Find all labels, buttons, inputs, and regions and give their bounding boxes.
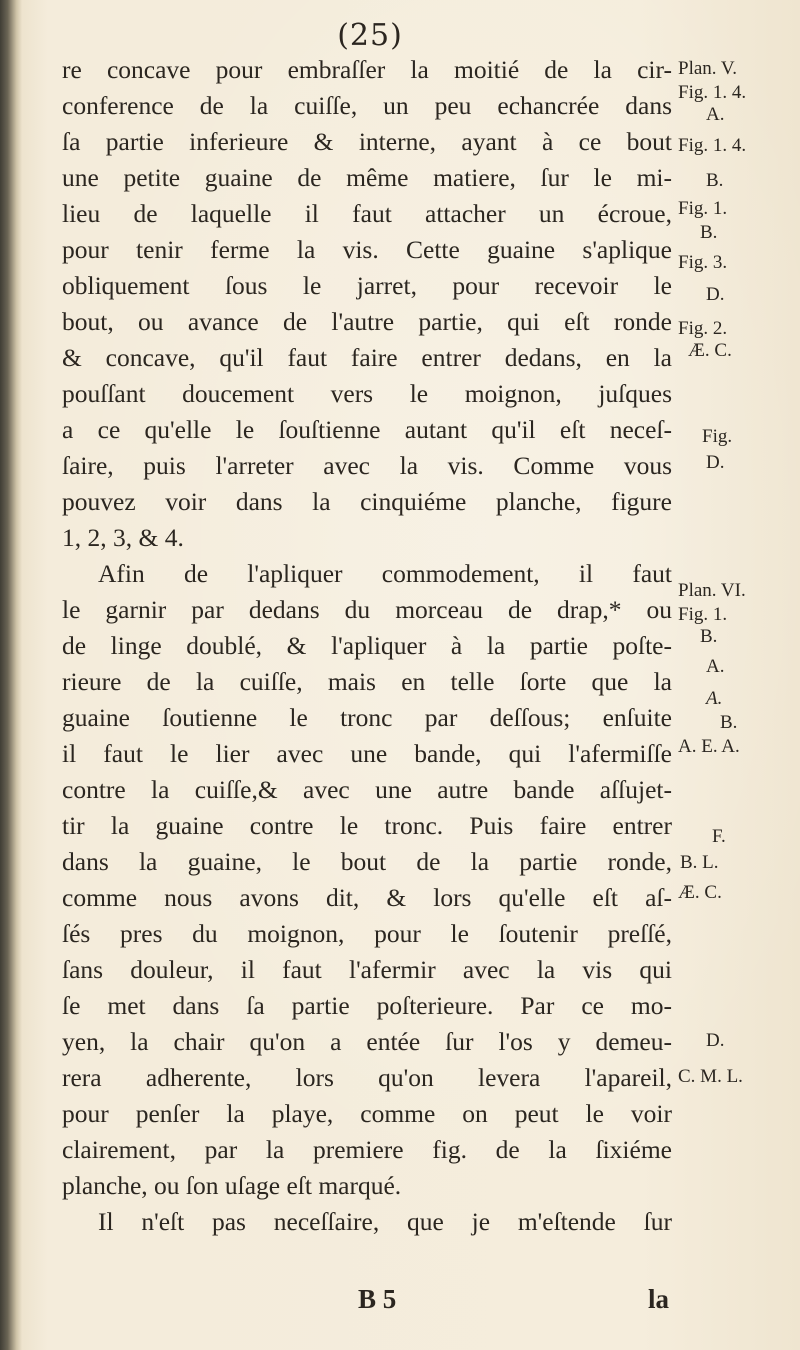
- text-line: ſaire, puis l'arreter avec la vis. Comme vous: [62, 451, 672, 480]
- text-line: le garnir par dedans du morceau de drap,* ou: [62, 595, 672, 624]
- margin-note: A. E. A.: [678, 736, 740, 757]
- text-line: planche, ou ſon uſage eſt marqué.: [62, 1171, 402, 1200]
- signature-mark: B 5: [358, 1284, 397, 1314]
- margin-note: Fig. 1.: [678, 604, 728, 625]
- text-line: yen, la chair qu'on a entée ſur l'os y demeu-: [62, 1027, 672, 1056]
- margin-note: Plan. V.: [678, 58, 737, 79]
- text-line: & concave, qu'il faut faire entrer dedans, en la: [62, 343, 672, 372]
- text-line: re concave pour embraſſer la moitié de la cir-: [62, 55, 672, 84]
- margin-note: A.: [706, 688, 723, 709]
- margin-note: A.: [706, 104, 725, 125]
- margin-note: Fig. 1.: [678, 198, 728, 219]
- text-line: bout, ou avance de l'autre partie, qui eſt ronde: [62, 307, 672, 336]
- text-line: pouvez voir dans la cinquiéme planche, figure: [62, 487, 672, 516]
- text-line: guaine ſoutienne le tronc par deſſous; enſuite: [62, 703, 672, 732]
- margin-note: Fig. 1. 4.: [678, 135, 747, 156]
- text-line: ſe met dans ſa partie poſterieure. Par ce mo-: [62, 991, 672, 1020]
- text-line: 1, 2, 3, & 4.: [62, 523, 184, 552]
- text-line: comme nous avons dit, & lors qu'elle eſt aſ-: [62, 883, 672, 912]
- paragraph-start-line: Afin de l'apliquer commodement, il faut: [98, 559, 672, 588]
- page-number-header: (25): [337, 18, 403, 53]
- text-line: obliquement ſous le jarret, pour recevoir le: [62, 271, 672, 300]
- text-line: tir la guaine contre le tronc. Puis faire entrer: [62, 811, 672, 840]
- margin-note: D.: [706, 452, 725, 473]
- margin-note: Plan. VI.: [678, 580, 746, 601]
- margin-note: A.: [706, 656, 725, 677]
- margin-note: D.: [706, 1030, 725, 1051]
- text-line: clairement, par la premiere fig. de la ſixiéme: [62, 1135, 672, 1164]
- text-line: contre la cuiſſe,& avec une autre bande aſſujet-: [62, 775, 672, 804]
- paragraph-start-line: Il n'eſt pas neceſſaire, que je m'eſtende ſur: [98, 1207, 672, 1236]
- text-line: il faut le lier avec une bande, qui l'afermiſſe: [62, 739, 672, 768]
- text-line: pouſſant doucement vers le moignon, juſques: [62, 379, 672, 408]
- margin-note: D.: [706, 284, 725, 305]
- margin-note: B.: [720, 712, 738, 733]
- text-line: ſans douleur, il faut l'afermir avec la vis qui: [62, 955, 672, 984]
- margin-note: C. M. L.: [678, 1066, 743, 1087]
- text-line: rera adherente, lors qu'on levera l'apareil,: [62, 1063, 672, 1092]
- margin-note: Fig. 3.: [678, 252, 728, 273]
- text-line: rieure de la cuiſſe, mais en telle ſorte que la: [62, 667, 672, 696]
- text-line: dans la guaine, le bout de la partie ronde,: [62, 847, 672, 876]
- margin-note: B. L.: [680, 852, 719, 873]
- margin-note: F.: [712, 826, 726, 847]
- margin-note: Æ. C.: [678, 882, 722, 903]
- text-line: a ce qu'elle le ſouſtienne autant qu'il eſt neceſ-: [62, 415, 672, 444]
- margin-note: Fig. 1. 4.: [678, 82, 747, 103]
- margin-note: B.: [706, 170, 724, 191]
- text-line: lieu de laquelle il faut attacher un écroue,: [62, 199, 672, 228]
- text-line: de linge doublé, & l'apliquer à la partie poſte-: [62, 631, 672, 660]
- text-line: ſés pres du moignon, pour le ſoutenir preſſé,: [62, 919, 672, 948]
- text-line: pour penſer la playe, comme on peut le voir: [62, 1099, 672, 1128]
- text-line: ſa partie inferieure & interne, ayant à ce bout: [62, 127, 672, 156]
- margin-note: Æ. C.: [688, 340, 732, 361]
- catchword: la: [648, 1284, 670, 1314]
- text-line: pour tenir ferme la vis. Cette guaine s'aplique: [62, 235, 672, 264]
- margin-note: Fig. 2.: [678, 318, 728, 339]
- margin-note: B.: [700, 222, 718, 243]
- margin-note: B.: [700, 626, 718, 647]
- margin-note: Fig.: [702, 426, 733, 447]
- text-line: conference de la cuiſſe, un peu echancrée dans: [62, 91, 672, 120]
- text-line: une petite guaine de même matiere, ſur le mi-: [62, 163, 672, 192]
